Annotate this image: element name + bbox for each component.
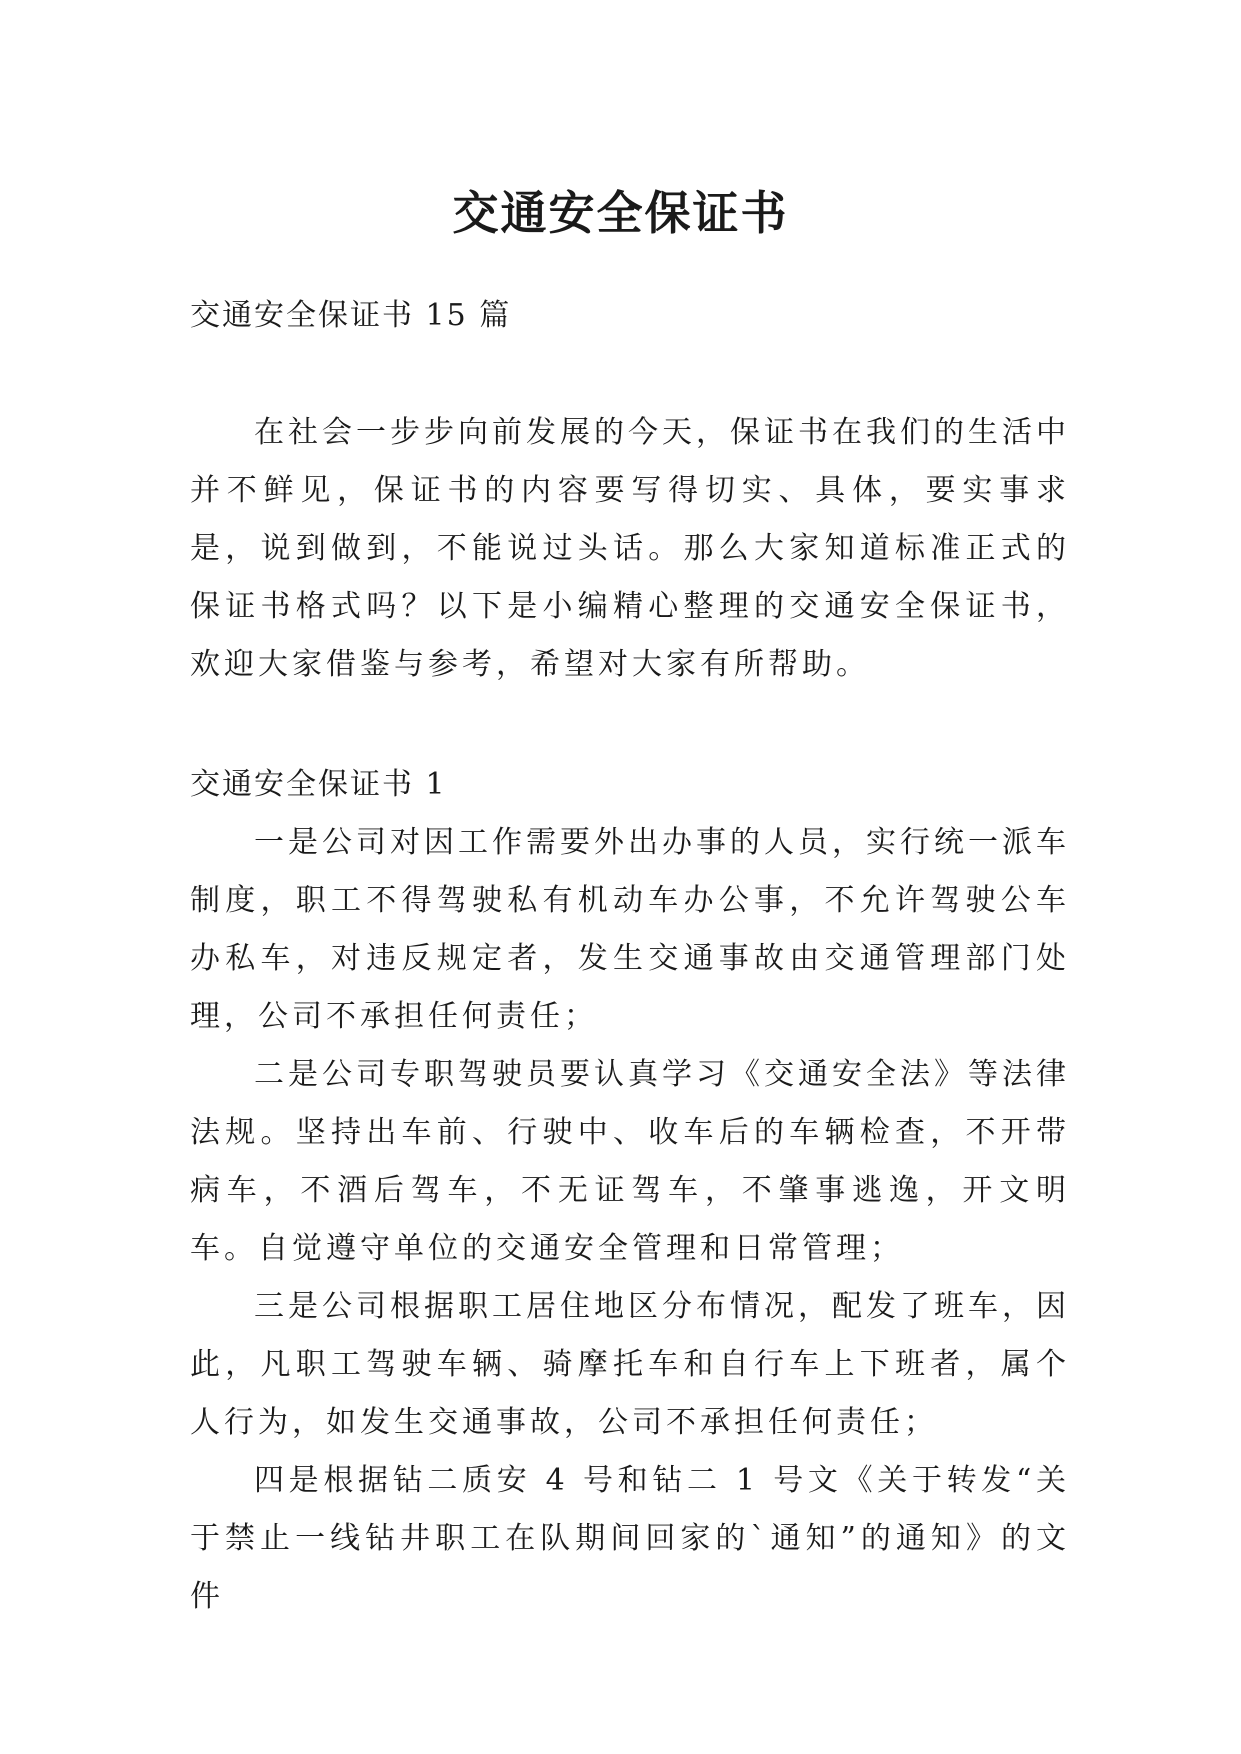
section-paragraph-4: 四是根据钻二质安 4 号和钻二 1 号文《关于转发“关于禁止一线钻井职工在队期间回家的`通知”的通知》的文件 xyxy=(190,1463,1070,1614)
section-paragraph-3: 三是公司根据职工居住地区分布情况，配发了班车，因此，凡职工驾驶车辆、骑摩托车和自行车上下班者，属个人行为，如发生交通事故，公司不承担任何责任； xyxy=(190,1289,1070,1440)
document-title: 交通安全保证书 xyxy=(452,185,789,240)
intro-paragraph: 在社会一步步向前发展的今天，保证书在我们的生活中并不鲜见，保证书的内容要写得切实、具体，要实事求是，说到做到，不能说过头话。那么大家知道标准正式的保证书格式吗？以下是小编精心整理的交通安全保证书，欢迎大家借鉴与参考，希望对大家有所帮助。 xyxy=(190,415,1070,682)
section-paragraph-1: 一是公司对因工作需要外出办事的人员，实行统一派车制度，职工不得驾驶私有机动车办公事，不允许驾驶公车办私车，对违反规定者，发生交通事故由交通管理部门处理，公司不承担任何责任； xyxy=(190,825,1070,1034)
intro-section xyxy=(190,404,1070,694)
section-heading: 交通安全保证书 1 xyxy=(190,767,447,802)
section-paragraph-2: 二是公司专职驾驶员要认真学习《交通安全法》等法律法规。坚持出车前、行驶中、收车后的车辆检查，不开带病车，不酒后驾车，不无证驾车，不肇事逃逸，开文明车。自觉遵守单位的交通安全管理和日常管理； xyxy=(190,1057,1070,1266)
document-subtitle: 交通安全保证书 15 篇 xyxy=(190,298,512,333)
guarantee-section-1 xyxy=(190,756,1070,1626)
